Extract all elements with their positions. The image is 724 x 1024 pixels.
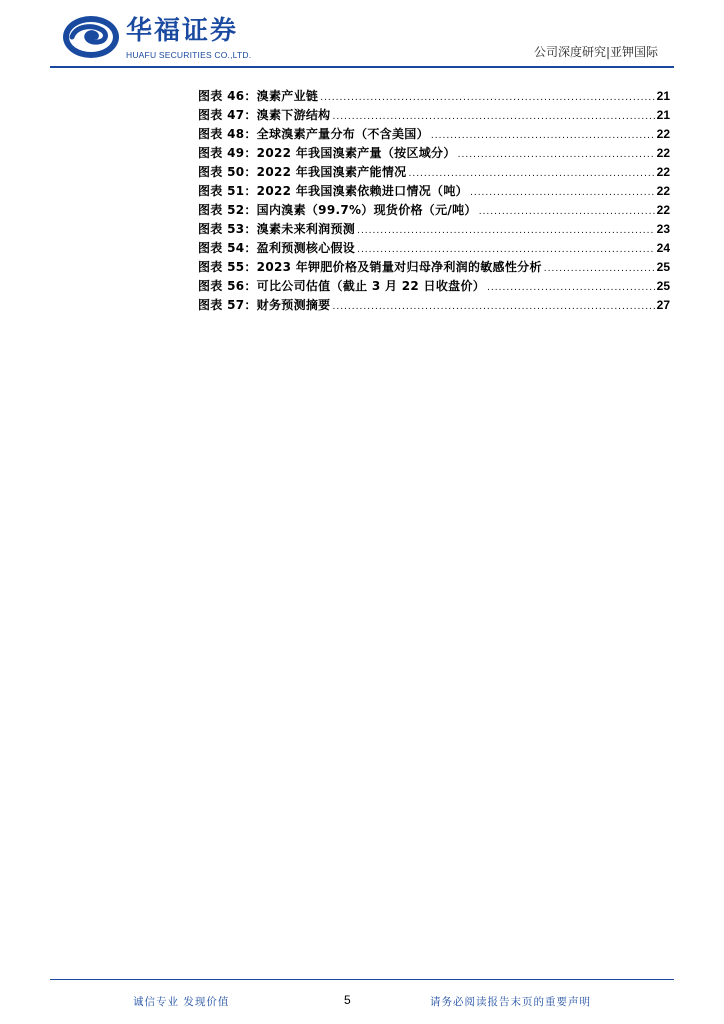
header-divider [50, 66, 674, 68]
toc-entry-page: 22 [656, 146, 670, 160]
toc-dot-leader [332, 296, 654, 317]
toc-dot-leader [320, 87, 654, 108]
toc-entry-page: 22 [656, 127, 670, 141]
toc-entry-page: 22 [656, 203, 670, 217]
toc-dot-leader [487, 277, 655, 298]
toc-entry-page: 27 [656, 298, 670, 312]
toc-entry[interactable] [198, 296, 670, 315]
toc-entry-label: 图表 57：财务预测摘要 [198, 298, 331, 312]
toc-entry-label: 图表 48：全球溴素产量分布（不含美国） [198, 127, 429, 141]
toc-dot-leader [332, 106, 654, 127]
toc-entry[interactable] [198, 182, 670, 201]
toc-entry[interactable] [198, 201, 670, 220]
toc-dot-leader [431, 125, 655, 146]
toc-entry[interactable] [198, 258, 670, 277]
toc-entry[interactable] [198, 220, 670, 239]
toc-entry-label: 图表 51：2022 年我国溴素依赖进口情况（吨） [198, 184, 468, 198]
toc-dot-leader [408, 163, 654, 184]
toc-entry-label: 图表 52：国内溴素（99.7%）现货价格（元/吨） [198, 203, 477, 217]
toc-entry-page: 24 [656, 241, 670, 255]
footer-disclaimer: 请务必阅读报告末页的重要声明 [430, 996, 591, 1008]
toc-entry[interactable] [198, 144, 670, 163]
toc-entry-label: 图表 49：2022 年我国溴素产量（按区域分） [198, 146, 456, 160]
toc-entry-label: 图表 50：2022 年我国溴素产能情况 [198, 165, 407, 179]
brand-name-en: HUAFU SECURITIES CO.,LTD. [126, 50, 252, 60]
toc-entry-page: 22 [656, 184, 670, 198]
toc-entry-label: 图表 53：溴素未来利润预测 [198, 222, 356, 236]
toc-entry-label: 图表 47：溴素下游结构 [198, 108, 331, 122]
toc-entry[interactable] [198, 106, 670, 125]
toc-entry-label: 图表 55：2023 年钾肥价格及销量对归母净利润的敏感性分析 [198, 260, 542, 274]
toc-entry-page: 21 [656, 108, 670, 122]
toc-dot-leader [357, 220, 655, 241]
brand-name-cn: 华福证券 [126, 16, 239, 46]
toc-entry-page: 25 [656, 279, 670, 293]
toc-entry-page: 21 [656, 89, 670, 103]
footer-slogan: 诚信专业 发现价值 [133, 996, 230, 1008]
toc-dot-leader [458, 144, 655, 165]
toc-dot-leader [544, 258, 655, 279]
company-logo [62, 12, 252, 62]
toc-entry[interactable] [198, 87, 670, 106]
toc-entry[interactable] [198, 277, 670, 296]
toc-dot-leader [479, 201, 655, 222]
toc-dot-leader [470, 182, 655, 203]
toc-entry-label: 图表 56：可比公司估值（截止 3 月 22 日收盘价） [198, 279, 486, 293]
page-number: 5 [344, 993, 351, 1007]
toc-entry-page: 25 [656, 260, 670, 274]
toc-entry[interactable] [198, 163, 670, 182]
huafu-logo-icon [62, 14, 120, 60]
toc-entry[interactable] [198, 239, 670, 258]
figure-toc-list [198, 87, 670, 315]
toc-entry-page: 22 [656, 165, 670, 179]
toc-entry-label: 图表 54：盈利预测核心假设 [198, 241, 356, 255]
toc-entry-page: 23 [656, 222, 670, 236]
report-type-label: 公司深度研究|亚钾国际 [533, 45, 658, 59]
toc-dot-leader [357, 239, 655, 260]
toc-entry-label: 图表 46：溴素产业链 [198, 89, 319, 103]
toc-entry[interactable] [198, 125, 670, 144]
footer-divider [50, 979, 674, 980]
